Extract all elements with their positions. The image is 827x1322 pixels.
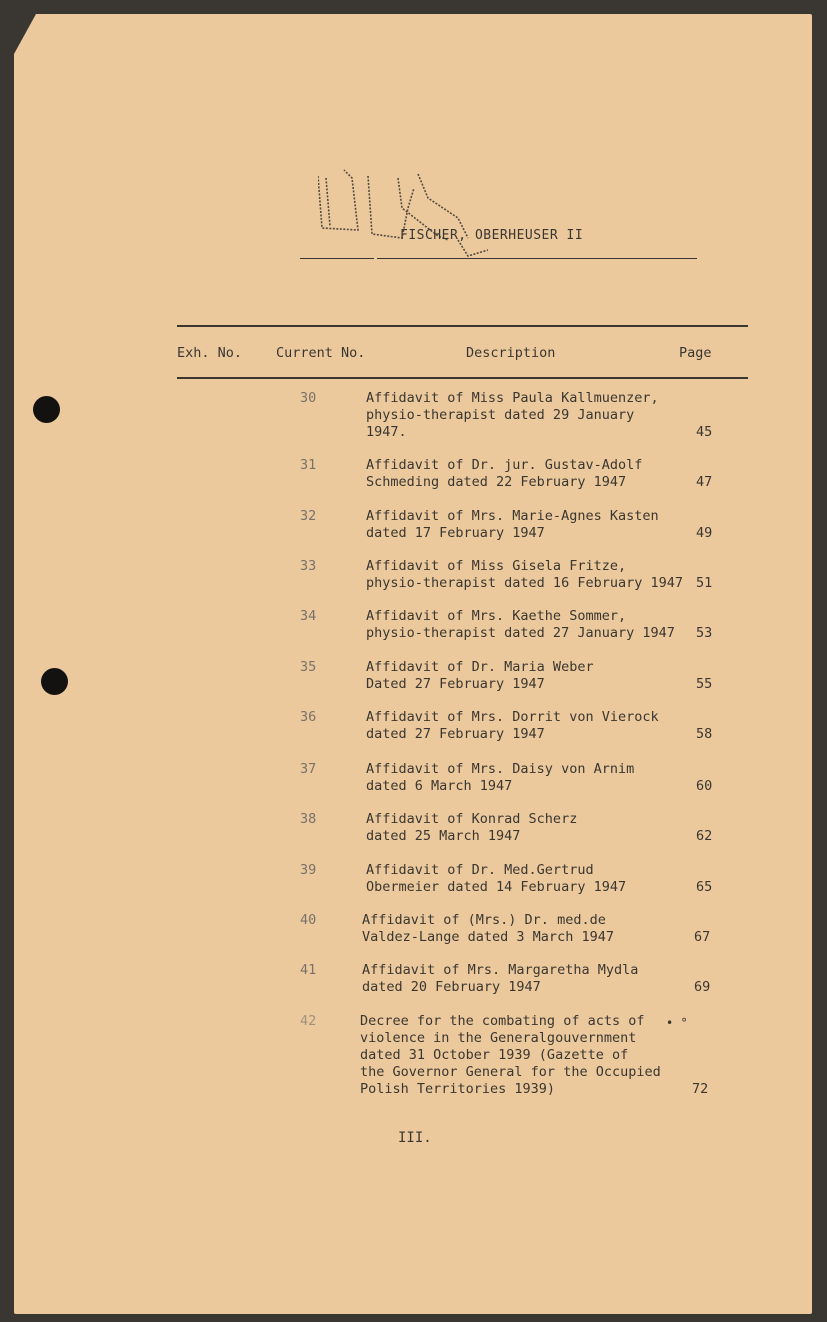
page-number: 53: [696, 625, 713, 641]
current-no: 41: [300, 962, 317, 978]
page-number: 47: [696, 474, 713, 490]
col-current-no: Current No.: [276, 345, 366, 361]
page-number: 45: [696, 424, 713, 440]
punch-hole-bottom: [41, 668, 68, 695]
punch-hole-top: [33, 396, 60, 423]
current-no: 40: [300, 912, 317, 928]
page-number: 72: [692, 1081, 709, 1097]
current-no: 36: [300, 709, 317, 725]
page-number: 60: [696, 778, 713, 794]
current-no: 39: [300, 862, 317, 878]
col-exh-no: Exh. No.: [177, 345, 243, 361]
defendant-names: FISCHER, OBERHEUSER II: [400, 228, 584, 243]
table-header-rule: [177, 377, 748, 379]
col-page: Page: [679, 345, 712, 361]
description: Affidavit of Miss Gisela Fritze, physio-therapist dated 16 February 1947: [366, 558, 683, 591]
pencil-tick-mark: • °: [666, 1016, 688, 1030]
footer-page-number: III.: [398, 1130, 432, 1146]
stamp-scribble: [318, 168, 518, 268]
current-no: 30: [300, 390, 317, 406]
page-number: 49: [696, 525, 713, 541]
col-description: Description: [466, 345, 556, 361]
description: Affidavit of Dr. Maria Weber Dated 27 February 1947: [366, 659, 594, 692]
description: Affidavit of Mrs. Dorrit von Vierock dated 27 February 1947: [366, 709, 659, 742]
current-no: 38: [300, 811, 317, 827]
page-number: 58: [696, 726, 713, 742]
description: Affidavit of Mrs. Kaethe Sommer, physio-therapist dated 27 January 1947: [366, 608, 675, 641]
description: Affidavit of Mrs. Margaretha Mydla dated 20 February 1947: [362, 962, 639, 995]
current-no: 42: [300, 1013, 317, 1029]
description: Affidavit of Miss Paula Kallmuenzer, physio-therapist dated 29 January 1947.: [366, 390, 659, 440]
table-top-rule: [177, 325, 748, 327]
description: Affidavit of Mrs. Daisy von Arnim dated 6 March 1947: [366, 761, 635, 794]
page-number: 62: [696, 828, 713, 844]
current-no: 35: [300, 659, 317, 675]
header-underline-left: [300, 258, 374, 259]
description: Affidavit of Dr. jur. Gustav-Adolf Schmeding dated 22 February 1947: [366, 457, 643, 490]
header-underline-right: [377, 258, 697, 259]
current-no: 33: [300, 558, 317, 574]
page-number: 65: [696, 879, 713, 895]
current-no: 34: [300, 608, 317, 624]
description: Affidavit of Mrs. Marie-Agnes Kasten dated 17 February 1947: [366, 508, 659, 541]
current-no: 31: [300, 457, 317, 473]
description: Affidavit of (Mrs.) Dr. med.de Valdez-Lange dated 3 March 1947: [362, 912, 614, 945]
page-number: 51: [696, 575, 713, 591]
description: Decree for the combating of acts of violence in the Generalgouvernment dated 31 October 1939 (Gazette of the Governor General for the Occupied Polish Territories 1939): [360, 1013, 661, 1097]
page-number: 55: [696, 676, 713, 692]
current-no: 32: [300, 508, 317, 524]
description: Affidavit of Dr. Med.Gertrud Obermeier dated 14 February 1947: [366, 862, 627, 895]
current-no: 37: [300, 761, 317, 777]
description: Affidavit of Konrad Scherz dated 25 March 1947: [366, 811, 578, 844]
page-number: 67: [694, 929, 711, 945]
page-number: 69: [694, 979, 711, 995]
